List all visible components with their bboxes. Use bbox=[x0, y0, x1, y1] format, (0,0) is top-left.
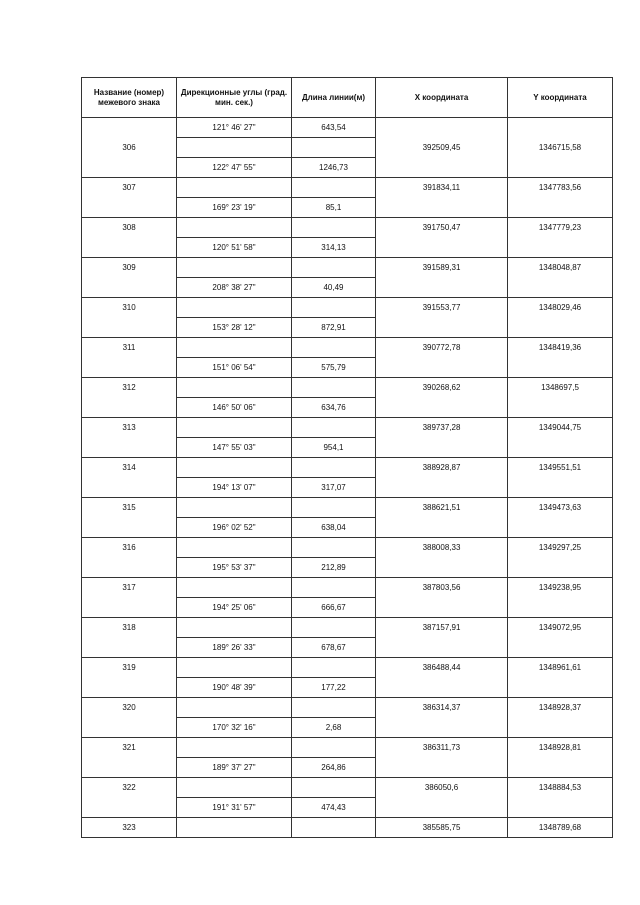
bearing-cell bbox=[177, 378, 292, 398]
x-coordinate-cell bbox=[376, 318, 508, 338]
x-coordinate-cell: 390772,78 bbox=[376, 338, 508, 358]
bearing-cell: 189° 37' 27" bbox=[177, 758, 292, 778]
length-cell bbox=[292, 578, 376, 598]
marker-name-cell: 319 bbox=[82, 658, 177, 678]
marker-name-cell bbox=[82, 558, 177, 578]
marker-name-cell: 307 bbox=[82, 178, 177, 198]
bearing-cell bbox=[177, 458, 292, 478]
length-cell: 954,1 bbox=[292, 438, 376, 458]
bearing-cell bbox=[177, 258, 292, 278]
segment-row bbox=[82, 198, 613, 218]
marker-row bbox=[82, 658, 613, 678]
boundary-coordinates-table bbox=[81, 77, 613, 838]
marker-row bbox=[82, 378, 613, 398]
segment-row bbox=[82, 358, 613, 378]
marker-name-cell bbox=[82, 518, 177, 538]
marker-name-cell: 323 bbox=[82, 818, 177, 838]
bearing-cell: 189° 26' 33" bbox=[177, 638, 292, 658]
marker-name-cell bbox=[82, 198, 177, 218]
x-coordinate-cell: 391834,11 bbox=[376, 178, 508, 198]
y-coordinate-cell: 1349072,95 bbox=[508, 618, 613, 638]
bearing-cell: 146° 50' 06" bbox=[177, 398, 292, 418]
header-y-coordinate: Y координата bbox=[508, 78, 613, 118]
marker-name-cell bbox=[82, 358, 177, 378]
segment-row bbox=[82, 638, 613, 658]
x-coordinate-cell: 388008,33 bbox=[376, 538, 508, 558]
marker-name-cell: 321 bbox=[82, 738, 177, 758]
marker-row bbox=[82, 338, 613, 358]
length-cell bbox=[292, 178, 376, 198]
bearing-cell: 120° 51' 58" bbox=[177, 238, 292, 258]
x-coordinate-cell: 391553,77 bbox=[376, 298, 508, 318]
length-cell: 666,67 bbox=[292, 598, 376, 618]
bearing-cell bbox=[177, 818, 292, 838]
y-coordinate-cell bbox=[508, 158, 613, 178]
x-coordinate-cell: 389737,28 bbox=[376, 418, 508, 438]
y-coordinate-cell bbox=[508, 318, 613, 338]
marker-name-cell: 315 bbox=[82, 498, 177, 518]
y-coordinate-cell: 1349551,51 bbox=[508, 458, 613, 478]
marker-name-cell bbox=[82, 758, 177, 778]
length-cell bbox=[292, 618, 376, 638]
length-cell bbox=[292, 538, 376, 558]
length-cell bbox=[292, 698, 376, 718]
header-row bbox=[82, 78, 613, 118]
marker-name-cell: 306 bbox=[82, 138, 177, 158]
header-marker-name: Название (номер) межевого знака bbox=[82, 78, 177, 118]
length-cell bbox=[292, 738, 376, 758]
y-coordinate-cell bbox=[508, 758, 613, 778]
x-coordinate-cell bbox=[376, 678, 508, 698]
y-coordinate-cell: 1347783,56 bbox=[508, 178, 613, 198]
length-cell: 40,49 bbox=[292, 278, 376, 298]
x-coordinate-cell: 391750,47 bbox=[376, 218, 508, 238]
x-coordinate-cell bbox=[376, 478, 508, 498]
marker-name-cell bbox=[82, 478, 177, 498]
bearing-cell: 170° 32' 16" bbox=[177, 718, 292, 738]
x-coordinate-cell: 386311,73 bbox=[376, 738, 508, 758]
marker-name-cell: 322 bbox=[82, 778, 177, 798]
length-cell bbox=[292, 418, 376, 438]
segment-row bbox=[82, 278, 613, 298]
marker-row bbox=[82, 418, 613, 438]
marker-row bbox=[82, 698, 613, 718]
x-coordinate-cell bbox=[376, 358, 508, 378]
x-coordinate-cell bbox=[376, 558, 508, 578]
x-coordinate-cell: 386050,6 bbox=[376, 778, 508, 798]
y-coordinate-cell: 1348884,53 bbox=[508, 778, 613, 798]
y-coordinate-cell bbox=[508, 718, 613, 738]
y-coordinate-cell bbox=[508, 118, 613, 138]
segment-row bbox=[82, 438, 613, 458]
marker-name-cell bbox=[82, 398, 177, 418]
bearing-cell bbox=[177, 338, 292, 358]
length-cell bbox=[292, 298, 376, 318]
header-line-length: Длина линии(м) bbox=[292, 78, 376, 118]
x-coordinate-cell: 390268,62 bbox=[376, 378, 508, 398]
bearing-cell: 194° 25' 06" bbox=[177, 598, 292, 618]
marker-row bbox=[82, 258, 613, 278]
x-coordinate-cell: 386314,37 bbox=[376, 698, 508, 718]
y-coordinate-cell bbox=[508, 598, 613, 618]
marker-name-cell: 317 bbox=[82, 578, 177, 598]
marker-row bbox=[82, 298, 613, 318]
length-cell: 678,67 bbox=[292, 638, 376, 658]
length-cell bbox=[292, 818, 376, 838]
x-coordinate-cell: 385585,75 bbox=[376, 818, 508, 838]
bearing-cell: 196° 02' 52" bbox=[177, 518, 292, 538]
marker-name-cell bbox=[82, 158, 177, 178]
length-cell: 872,91 bbox=[292, 318, 376, 338]
segment-row bbox=[82, 478, 613, 498]
y-coordinate-cell bbox=[508, 198, 613, 218]
y-coordinate-cell bbox=[508, 278, 613, 298]
length-cell bbox=[292, 338, 376, 358]
length-cell: 314,13 bbox=[292, 238, 376, 258]
table-body bbox=[82, 118, 613, 838]
x-coordinate-cell bbox=[376, 518, 508, 538]
bearing-cell bbox=[177, 778, 292, 798]
y-coordinate-cell: 1349297,25 bbox=[508, 538, 613, 558]
bearing-cell bbox=[177, 218, 292, 238]
length-cell: 177,22 bbox=[292, 678, 376, 698]
segment-row bbox=[82, 118, 613, 138]
marker-row bbox=[82, 818, 613, 838]
header-x-coordinate: X координата bbox=[376, 78, 508, 118]
length-cell: 85,1 bbox=[292, 198, 376, 218]
bearing-cell bbox=[177, 298, 292, 318]
y-coordinate-cell: 1349473,63 bbox=[508, 498, 613, 518]
x-coordinate-cell bbox=[376, 598, 508, 618]
bearing-cell: 147° 55' 03" bbox=[177, 438, 292, 458]
bearing-cell: 190° 48' 39" bbox=[177, 678, 292, 698]
y-coordinate-cell bbox=[508, 558, 613, 578]
length-cell: 643,54 bbox=[292, 118, 376, 138]
marker-name-cell: 316 bbox=[82, 538, 177, 558]
y-coordinate-cell: 1347779,23 bbox=[508, 218, 613, 238]
segment-row bbox=[82, 718, 613, 738]
bearing-cell bbox=[177, 578, 292, 598]
table-header bbox=[82, 78, 613, 118]
bearing-cell: 208° 38' 27" bbox=[177, 278, 292, 298]
x-coordinate-cell bbox=[376, 238, 508, 258]
bearing-cell bbox=[177, 618, 292, 638]
segment-row bbox=[82, 598, 613, 618]
length-cell: 317,07 bbox=[292, 478, 376, 498]
bearing-cell: 195° 53' 37" bbox=[177, 558, 292, 578]
bearing-cell bbox=[177, 418, 292, 438]
marker-row bbox=[82, 138, 613, 158]
marker-row bbox=[82, 778, 613, 798]
bearing-cell bbox=[177, 738, 292, 758]
marker-name-cell bbox=[82, 798, 177, 818]
length-cell bbox=[292, 458, 376, 478]
bearing-cell: 151° 06' 54" bbox=[177, 358, 292, 378]
y-coordinate-cell bbox=[508, 478, 613, 498]
y-coordinate-cell bbox=[508, 798, 613, 818]
bearing-cell bbox=[177, 178, 292, 198]
segment-row bbox=[82, 798, 613, 818]
bearing-cell: 191° 31' 57" bbox=[177, 798, 292, 818]
bearing-cell bbox=[177, 538, 292, 558]
x-coordinate-cell bbox=[376, 718, 508, 738]
length-cell: 1246,73 bbox=[292, 158, 376, 178]
bearing-cell bbox=[177, 138, 292, 158]
segment-row bbox=[82, 158, 613, 178]
marker-name-cell: 318 bbox=[82, 618, 177, 638]
marker-name-cell bbox=[82, 118, 177, 138]
marker-name-cell: 310 bbox=[82, 298, 177, 318]
x-coordinate-cell bbox=[376, 398, 508, 418]
marker-row bbox=[82, 498, 613, 518]
y-coordinate-cell: 1348789,68 bbox=[508, 818, 613, 838]
bearing-cell bbox=[177, 698, 292, 718]
marker-name-cell bbox=[82, 278, 177, 298]
segment-row bbox=[82, 518, 613, 538]
length-cell bbox=[292, 138, 376, 158]
marker-name-cell bbox=[82, 638, 177, 658]
length-cell: 575,79 bbox=[292, 358, 376, 378]
length-cell bbox=[292, 218, 376, 238]
segment-row bbox=[82, 398, 613, 418]
segment-row bbox=[82, 758, 613, 778]
x-coordinate-cell bbox=[376, 638, 508, 658]
marker-name-cell bbox=[82, 718, 177, 738]
header-bearing: Дирекционные углы (град. мин. сек.) bbox=[177, 78, 292, 118]
y-coordinate-cell: 1348029,46 bbox=[508, 298, 613, 318]
y-coordinate-cell: 1348048,87 bbox=[508, 258, 613, 278]
length-cell: 474,43 bbox=[292, 798, 376, 818]
bearing-cell: 194° 13' 07" bbox=[177, 478, 292, 498]
length-cell bbox=[292, 778, 376, 798]
bearing-cell: 153° 28' 12" bbox=[177, 318, 292, 338]
y-coordinate-cell bbox=[508, 638, 613, 658]
x-coordinate-cell: 387803,56 bbox=[376, 578, 508, 598]
bearing-cell: 169° 23' 19" bbox=[177, 198, 292, 218]
marker-name-cell bbox=[82, 438, 177, 458]
y-coordinate-cell: 1348697,5 bbox=[508, 378, 613, 398]
y-coordinate-cell bbox=[508, 678, 613, 698]
marker-row bbox=[82, 178, 613, 198]
length-cell: 2,68 bbox=[292, 718, 376, 738]
length-cell bbox=[292, 498, 376, 518]
marker-name-cell: 320 bbox=[82, 698, 177, 718]
y-coordinate-cell bbox=[508, 438, 613, 458]
x-coordinate-cell: 386488,44 bbox=[376, 658, 508, 678]
length-cell: 638,04 bbox=[292, 518, 376, 538]
y-coordinate-cell: 1348928,37 bbox=[508, 698, 613, 718]
x-coordinate-cell bbox=[376, 278, 508, 298]
marker-row bbox=[82, 218, 613, 238]
marker-row bbox=[82, 738, 613, 758]
bearing-cell: 122° 47' 55" bbox=[177, 158, 292, 178]
segment-row bbox=[82, 238, 613, 258]
length-cell: 634,76 bbox=[292, 398, 376, 418]
marker-name-cell: 309 bbox=[82, 258, 177, 278]
marker-name-cell bbox=[82, 318, 177, 338]
marker-row bbox=[82, 538, 613, 558]
x-coordinate-cell: 392509,45 bbox=[376, 138, 508, 158]
marker-row bbox=[82, 578, 613, 598]
segment-row bbox=[82, 678, 613, 698]
y-coordinate-cell: 1349238,95 bbox=[508, 578, 613, 598]
marker-row bbox=[82, 618, 613, 638]
y-coordinate-cell bbox=[508, 358, 613, 378]
x-coordinate-cell: 391589,31 bbox=[376, 258, 508, 278]
segment-row bbox=[82, 558, 613, 578]
x-coordinate-cell: 388621,51 bbox=[376, 498, 508, 518]
y-coordinate-cell: 1348928,81 bbox=[508, 738, 613, 758]
y-coordinate-cell: 1348419,36 bbox=[508, 338, 613, 358]
marker-name-cell: 314 bbox=[82, 458, 177, 478]
marker-name-cell bbox=[82, 678, 177, 698]
y-coordinate-cell bbox=[508, 518, 613, 538]
x-coordinate-cell bbox=[376, 798, 508, 818]
x-coordinate-cell bbox=[376, 118, 508, 138]
length-cell bbox=[292, 658, 376, 678]
bearing-cell: 121° 46' 27" bbox=[177, 118, 292, 138]
y-coordinate-cell bbox=[508, 398, 613, 418]
bearing-cell bbox=[177, 658, 292, 678]
x-coordinate-cell bbox=[376, 438, 508, 458]
marker-name-cell: 312 bbox=[82, 378, 177, 398]
y-coordinate-cell: 1348961,61 bbox=[508, 658, 613, 678]
length-cell bbox=[292, 378, 376, 398]
marker-name-cell bbox=[82, 238, 177, 258]
segment-row bbox=[82, 318, 613, 338]
x-coordinate-cell bbox=[376, 758, 508, 778]
marker-name-cell bbox=[82, 598, 177, 618]
y-coordinate-cell: 1349044,75 bbox=[508, 418, 613, 438]
length-cell: 264,86 bbox=[292, 758, 376, 778]
length-cell: 212,89 bbox=[292, 558, 376, 578]
marker-name-cell: 313 bbox=[82, 418, 177, 438]
length-cell bbox=[292, 258, 376, 278]
y-coordinate-cell bbox=[508, 238, 613, 258]
bearing-cell bbox=[177, 498, 292, 518]
x-coordinate-cell bbox=[376, 198, 508, 218]
marker-row bbox=[82, 458, 613, 478]
x-coordinate-cell bbox=[376, 158, 508, 178]
marker-name-cell: 308 bbox=[82, 218, 177, 238]
x-coordinate-cell: 387157,91 bbox=[376, 618, 508, 638]
x-coordinate-cell: 388928,87 bbox=[376, 458, 508, 478]
marker-name-cell: 311 bbox=[82, 338, 177, 358]
y-coordinate-cell: 1346715,58 bbox=[508, 138, 613, 158]
